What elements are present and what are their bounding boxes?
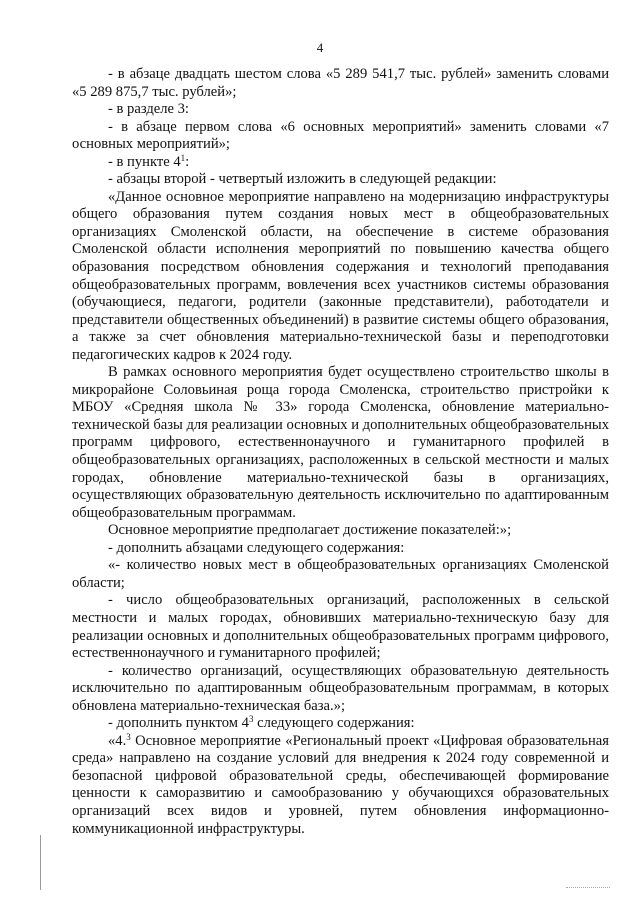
paragraph: - абзацы второй - четвертый изложить в следующей редакции: <box>108 171 497 188</box>
paragraph: - количество организаций, осуществляющих образовательную деятельность исключительно по адаптированным общеобразовательным программам, в которых обновлена материально-техническая база.»; <box>72 662 609 714</box>
paragraph: «- количество новых мест в общеобразовательных организациях Смоленской области; <box>72 557 609 591</box>
paragraph: - дополнить абзацами следующего содержания: <box>108 539 405 556</box>
paragraph: Основное мероприятие предполагает достижение показателей:»; <box>108 522 512 539</box>
page-number: 4 <box>316 40 324 55</box>
superscript: 1 <box>180 152 186 163</box>
scan-artifact-line <box>40 835 41 890</box>
paragraph: - в пункте $4^1$: <box>108 152 190 170</box>
document-body <box>72 66 609 838</box>
paragraph: - дополнить пунктом $4^3$ следующего содержания: <box>108 714 415 732</box>
scan-artifact-dots <box>566 887 610 889</box>
paragraph: - в абзаце первом слова «6 основных мероприятий» заменить словами «7 основных мероприятий»; <box>72 118 609 153</box>
superscript: 3 <box>126 731 131 742</box>
superscript: 3 <box>248 714 254 725</box>
paragraph: - в разделе 3: <box>108 101 189 118</box>
paragraph: В рамках основного мероприятия будет осуществлено строительство школы в микрорайоне Соловьиная роща города Смоленска, строительство пристройки к МБОУ «Средняя школа № 33» города Смоленска, обновление материально-технической базы для реализации основных и дополнительных общеобразовательных программ цифрового, естественнонаучного и гуманитарного профилей в общеобразовательных организациях, расположенных в сельской местности и малых городах, обновление материально-технической базы в организациях, осуществляющих образовательную деятельность исключительно по адаптированным общеобразовательным программам. <box>72 364 609 521</box>
paragraph: - число общеобразовательных организаций, расположенных в сельской местности и малых городах, обновивших материально-техническую базу для реализации основных и дополнительных общеобразовательных программ цифрового, естественнонаучного и гуманитарного профилей; <box>72 592 609 662</box>
paragraph: «Данное основное мероприятие направлено на модернизацию инфраструктуры общего образования путем создания новых мест в общеобразовательных организациях Смоленской области, на обеспечение в системе образования Смоленской области исполнения мероприятий по повышению качества общего образования посредством обновления содержания и технологий преподавания общеобразовательных программ, вовлечения всех участников системы образования (обучающиеся, педагоги, родители (законные представители), работодатели и представители общественных объединений) в развитие системы общего образования, а также за счет обновления материально-технической базы и переподготовки педагогических кадров к 2024 году. <box>72 188 609 363</box>
paragraph: - в абзаце двадцать шестом слова «5 289 541,7 тыс. рублей» заменить словами «5 289 875,7 тыс. рублей»; <box>72 66 609 100</box>
paragraph: «4.$^3$ Основное мероприятие «Региональный проект «Цифровая образовательная среда» направлено на создание условий для внедрения к 2024 году современной и безопасной цифровой образовательной среды, обеспечивающей формирование ценности к саморазвитию и самообразованию у обучающихся образовательных организаций всех видов и уровней, путем обновления информационно-коммуникационной инфраструктуры. <box>72 731 609 837</box>
